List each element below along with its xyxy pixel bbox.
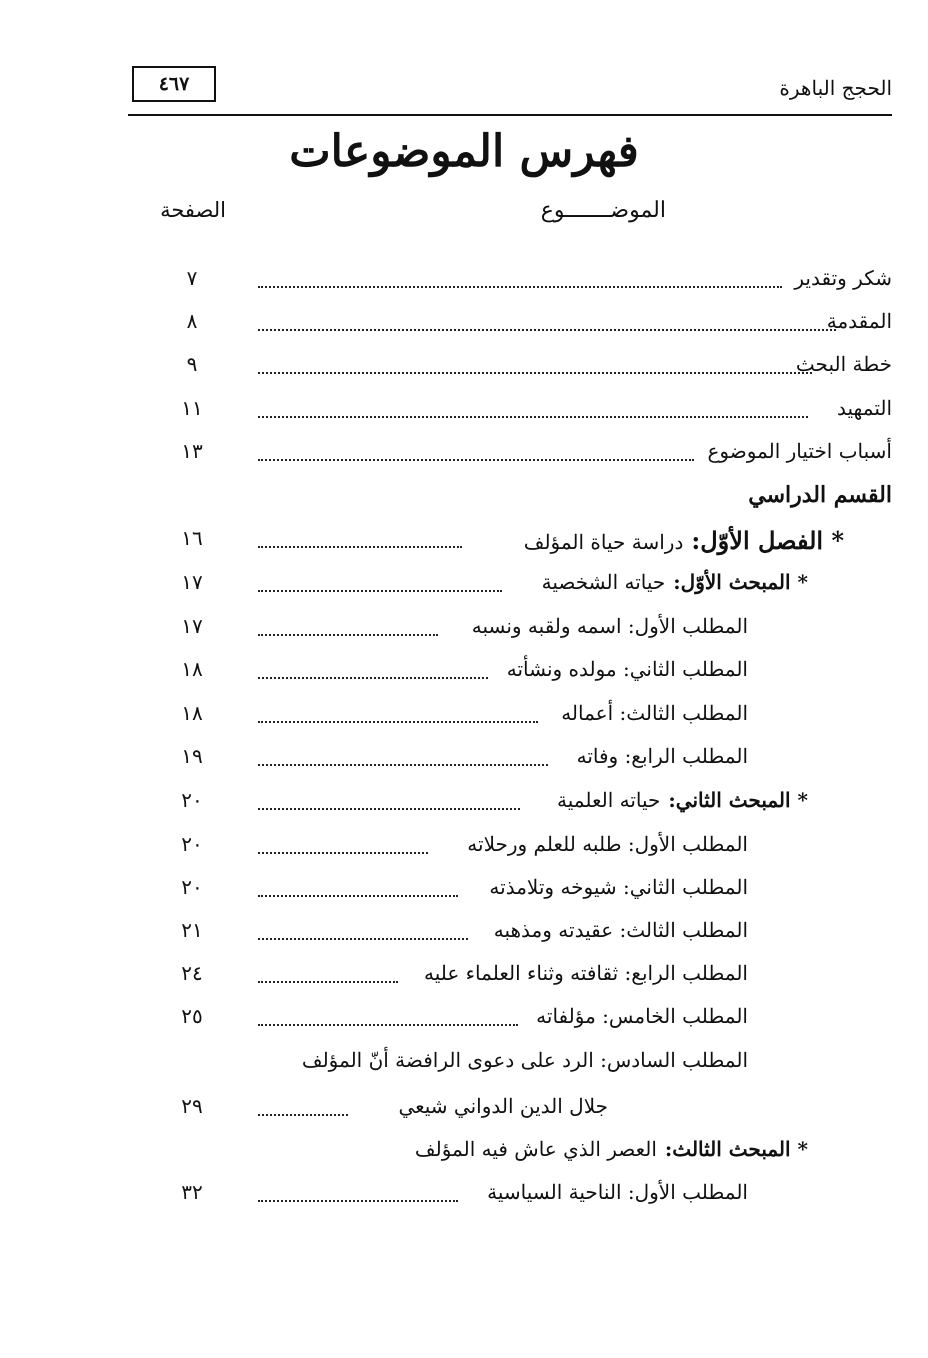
toc-entry-heading: * الفصل الأوّل: <box>691 526 844 555</box>
dot-leader <box>258 459 694 461</box>
toc-entry-label <box>302 1048 748 1072</box>
toc-entry-text: المطلب الأول: الناحية السياسية <box>487 1180 748 1204</box>
toc-entry <box>0 566 928 606</box>
dot-leader <box>258 634 438 636</box>
dot-leader <box>258 981 398 983</box>
dot-leader <box>258 721 538 723</box>
dot-leader <box>258 895 458 897</box>
dot-leader <box>258 590 502 592</box>
page-column-heading: الصفحة <box>160 198 226 222</box>
toc-entry <box>0 522 928 562</box>
toc-entry-page: ٢٤ <box>181 961 203 985</box>
toc-entry-page: ١٦ <box>181 526 203 550</box>
toc-entry <box>0 348 928 388</box>
toc-entry-label <box>827 309 892 333</box>
toc-entry-page: ٢٥ <box>181 1004 203 1028</box>
dot-leader <box>258 808 520 810</box>
toc-entry-page: ٢٠ <box>181 875 203 899</box>
toc-entry-label <box>487 1180 748 1204</box>
toc-entry-text: المطلب الثاني: شيوخه وتلامذته <box>489 875 748 899</box>
toc-entry-page: ١٧ <box>181 614 203 638</box>
toc-entry-label <box>577 744 748 768</box>
toc-entry-text: حياته العلمية <box>557 788 661 812</box>
toc-entry-page: ٨ <box>186 309 198 333</box>
toc-entry-page: ١١ <box>181 396 203 420</box>
dot-leader <box>258 546 462 548</box>
dot-leader <box>258 764 548 766</box>
toc-entry-page: ١٣ <box>181 439 203 463</box>
toc-entry <box>0 914 928 954</box>
toc-entry-label <box>794 266 892 290</box>
toc-entry <box>0 1133 928 1173</box>
toc-entry <box>0 828 928 868</box>
dot-leader <box>258 1200 458 1202</box>
toc-entry-label <box>415 1137 808 1161</box>
dot-leader <box>258 1024 518 1026</box>
toc-entry-page: ٢١ <box>181 918 203 942</box>
toc-entry-page: ٩ <box>186 352 198 376</box>
toc-entry-text: التمهيد <box>837 396 892 420</box>
toc-entry-text: المطلب الأول: طلبه للعلم ورحلاته <box>467 832 748 856</box>
dot-leader <box>258 372 812 374</box>
toc-entry <box>0 1044 928 1084</box>
toc-entry-label <box>398 1094 608 1118</box>
dot-leader <box>258 416 808 418</box>
toc-entry-label <box>557 788 808 812</box>
toc-entry <box>0 1176 928 1216</box>
toc-entry <box>0 262 928 302</box>
toc-entry <box>0 392 928 432</box>
toc-entry <box>0 610 928 650</box>
toc-entry-text: شكر وتقدير <box>794 266 892 290</box>
book-title: الحجج الباهرة <box>779 76 892 100</box>
toc-entry-text: المطلب الثالث: أعماله <box>561 701 748 725</box>
toc-entry-text: المطلب الرابع: ثقافته وثناء العلماء عليه <box>423 961 748 985</box>
toc-entry-text: أسباب اختيار الموضوع <box>707 439 892 463</box>
toc-entry <box>0 305 928 345</box>
toc-entry-page: ٣٢ <box>181 1180 203 1204</box>
toc-entry-text: المطلب الثاني: مولده ونشأته <box>506 657 748 681</box>
toc-entry-label <box>561 701 748 725</box>
toc-entry-heading: * المبحث الثالث: <box>664 1137 808 1161</box>
toc-entry-text: المطلب الرابع: وفاته <box>576 744 748 768</box>
toc-entry-page: ٢٩ <box>181 1094 203 1118</box>
dot-leader <box>258 677 488 679</box>
section-heading: القسم الدراسي <box>748 482 892 508</box>
toc-entry-label <box>542 570 808 594</box>
toc-entry-page: ٢٠ <box>181 832 203 856</box>
toc-entry-page: ١٨ <box>181 701 203 725</box>
toc-entry-heading: * المبحث الأوّل: <box>673 570 808 594</box>
dot-leader <box>258 1114 348 1116</box>
toc-entry <box>0 740 928 780</box>
toc-entry-page: ١٨ <box>181 657 203 681</box>
dot-leader <box>258 329 836 331</box>
topic-column-heading: الموضـــــــوع <box>540 198 666 223</box>
toc-entry <box>0 957 928 997</box>
toc-entry-label <box>494 918 748 942</box>
toc-entry <box>0 784 928 824</box>
toc-entry-text: المطلب الأول: اسمه ولقبه ونسبه <box>471 614 748 638</box>
toc-entry-text: جلال الدين الدواني شيعي <box>398 1094 608 1118</box>
toc-entry-text: دراسة حياة المؤلف <box>523 530 684 554</box>
toc-entry-text: العصر الذي عاش فيه المؤلف <box>414 1137 657 1161</box>
dot-leader <box>258 938 468 940</box>
toc-entry-page: ١٩ <box>181 744 203 768</box>
toc-entry-label <box>467 832 748 856</box>
toc-entry-text: المطلب الخامس: مؤلفاته <box>536 1004 748 1028</box>
toc-entry-text: المقدمة <box>826 309 892 333</box>
toc-entry <box>0 653 928 693</box>
page-number: ٤٦٧ <box>132 66 216 102</box>
toc-entry <box>0 1090 928 1130</box>
toc-entry-label <box>536 1004 748 1028</box>
dot-leader <box>258 286 782 288</box>
toc-entry-label <box>424 961 748 985</box>
toc-entry-label <box>524 526 844 555</box>
toc-entry-text: المطلب السادس: الرد على دعوى الرافضة أنّ المؤلف <box>301 1048 748 1072</box>
toc-entry-label <box>472 614 748 638</box>
toc-entry-text: خطة البحث <box>795 352 892 376</box>
toc-entry-page: ٢٠ <box>181 788 203 812</box>
page-title: فهرس الموضوعات <box>289 126 639 177</box>
toc-entry-label <box>507 657 748 681</box>
toc-entry-page: ٧ <box>186 266 198 290</box>
toc-entry-heading: * المبحث الثاني: <box>668 788 808 812</box>
toc-entry <box>0 871 928 911</box>
toc-entry-label <box>837 396 892 420</box>
toc-entry <box>0 1000 928 1040</box>
toc-entry-text: حياته الشخصية <box>541 570 666 594</box>
toc-entry-text: المطلب الثالث: عقيدته ومذهبه <box>493 918 748 942</box>
toc-entry-label <box>489 875 748 899</box>
toc-entry <box>0 435 928 475</box>
dot-leader <box>258 852 428 854</box>
toc-entry <box>0 697 928 737</box>
toc-entry-page: ١٧ <box>181 570 203 594</box>
toc-entry-label <box>707 439 892 463</box>
